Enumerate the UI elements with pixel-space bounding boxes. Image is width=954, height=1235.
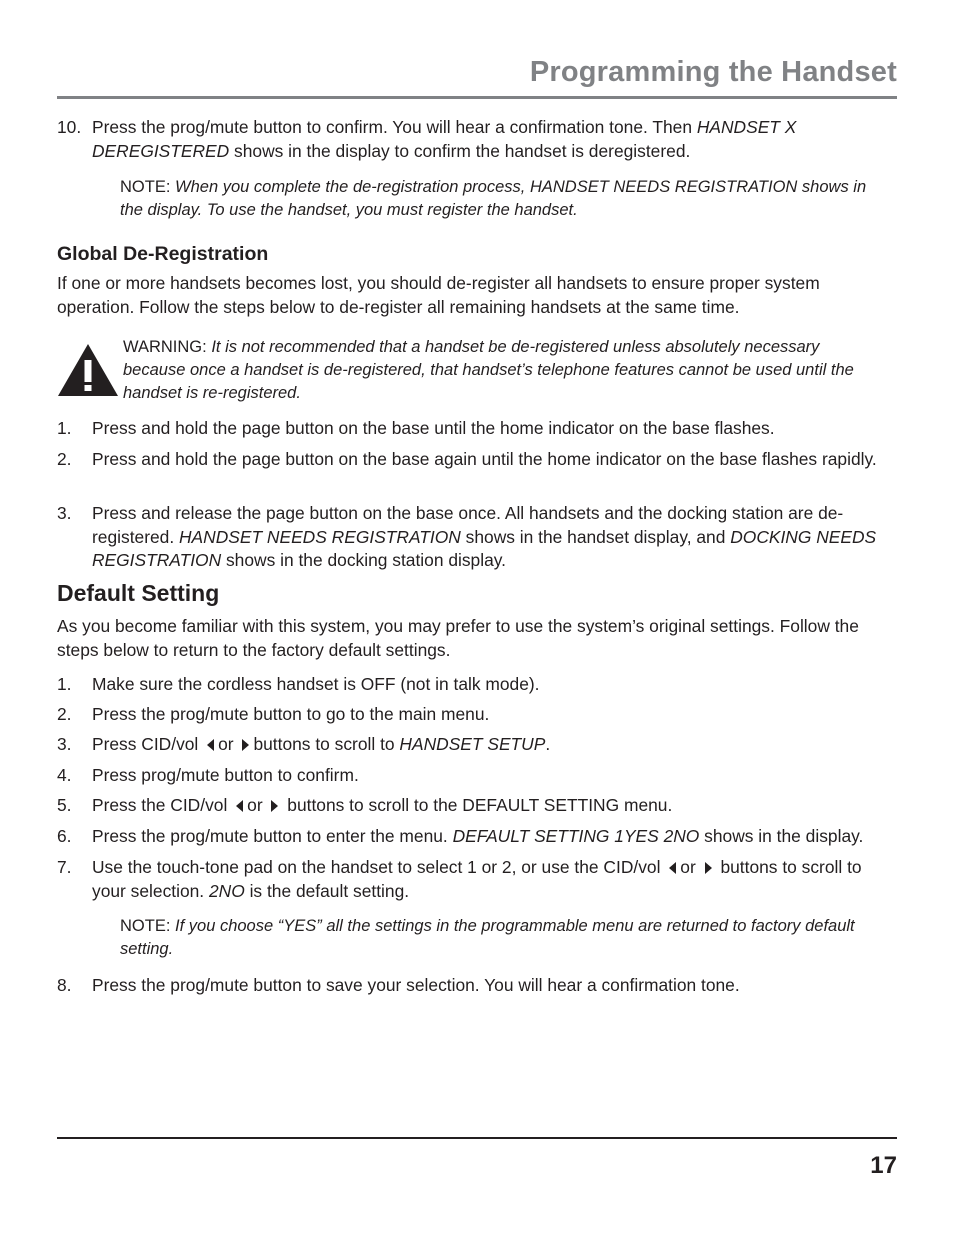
display-message: HANDSET NEEDS REGISTRATION	[179, 526, 461, 547]
step-text: Press and release the page button on the base once. All handsets and the docking station are de-registered.	[92, 503, 844, 547]
step-text: buttons to scroll to	[253, 734, 400, 754]
step-text: Press and hold the page button on the base until the home indicator on the base flashes.	[92, 418, 775, 438]
step-text: Press CID/vol	[92, 734, 199, 754]
step-text: Press the CID/vol	[92, 795, 228, 815]
right-arrow-icon	[271, 800, 278, 812]
step-number: 4.	[57, 765, 72, 785]
step-text: Use the touch-tone pad on the handset to select 1 or 2, or use the CID/vol	[92, 857, 661, 877]
list-item	[57, 974, 897, 998]
note	[120, 915, 880, 961]
note-label: NOTE:	[120, 917, 171, 935]
list-item	[57, 673, 897, 697]
warning-icon	[56, 342, 120, 398]
list-item	[57, 116, 897, 163]
warning	[123, 336, 883, 405]
step-text: Press the prog/mute button to go to the main menu.	[92, 704, 490, 724]
list-item	[57, 448, 897, 472]
display-message: HANDSET X DEREGISTERED	[92, 117, 797, 161]
step-number: 3.	[57, 503, 72, 523]
or-text: or	[680, 857, 696, 877]
step-text: shows in the display.	[699, 826, 864, 846]
step-text: Press the prog/mute button to save your selection. You will hear a confirmation tone.	[92, 975, 740, 995]
list-item	[57, 502, 897, 573]
note	[120, 176, 880, 222]
header-rule	[57, 96, 897, 99]
step-text: Make sure the cordless handset is OFF (not in talk mode).	[92, 674, 540, 694]
section-heading: Default Setting	[57, 580, 220, 606]
page-title: Programming the Handset	[529, 56, 897, 88]
note-label: NOTE:	[120, 178, 171, 196]
step-text: shows in the handset display, and	[460, 526, 731, 547]
section-heading: Global De-Registration	[57, 243, 269, 265]
step-text: shows in the docking station display.	[221, 550, 507, 570]
or-text: or	[218, 734, 234, 754]
step-number: 3.	[57, 734, 72, 754]
step-number: 5.	[57, 795, 72, 815]
warning-label: WARNING:	[123, 338, 207, 356]
step-number: 8.	[57, 975, 72, 995]
step-text: Press the prog/mute button to enter the menu.	[92, 826, 453, 846]
paragraph: If one or more handsets becomes lost, you should de-register all handsets to ensure proper system operation. Follow the steps below to de-register all remaining handsets at the same time.	[57, 273, 820, 317]
step-text: Press and hold the page button on the base again until the home indicator on the base flashes rapidly.	[92, 449, 877, 469]
display-message: DEFAULT SETTING 1YES 2NO	[452, 826, 700, 846]
step-text: Press prog/mute button to confirm.	[92, 765, 359, 785]
display-message: DOCKING NEEDS REGISTRATION	[92, 526, 877, 570]
step-text: shows in the display to confirm the handset is deregistered.	[229, 140, 691, 161]
step-text: Press the prog/mute button to confirm. You will hear a confirmation tone. Then	[92, 117, 697, 137]
step-text: buttons to scroll to your selection.	[92, 857, 862, 901]
step-number: 10.	[57, 117, 82, 137]
page-number: 17	[870, 1152, 897, 1179]
right-arrow-icon	[242, 739, 249, 751]
step-text: is the default setting.	[244, 880, 410, 901]
step-number: 2.	[57, 449, 72, 469]
display-message: 2NO	[208, 880, 245, 901]
list-item	[57, 856, 897, 903]
left-arrow-icon	[669, 862, 676, 874]
left-arrow-icon	[236, 800, 243, 812]
step-text: .	[545, 734, 551, 754]
list-item	[57, 794, 897, 818]
left-arrow-icon	[207, 739, 214, 751]
step-text: buttons to scroll to the DEFAULT SETTING menu.	[282, 795, 673, 815]
step-number: 1.	[57, 674, 72, 694]
step-number: 2.	[57, 704, 72, 724]
step-number: 1.	[57, 418, 72, 438]
step-number: 6.	[57, 826, 72, 846]
step-number: 7.	[57, 857, 72, 877]
right-arrow-icon	[705, 862, 712, 874]
or-text: or	[247, 795, 263, 815]
paragraph: As you become familiar with this system, you may prefer to use the system’s original settings. Follow the steps below to return to the factory default settings.	[57, 616, 859, 660]
footer-rule	[57, 1137, 897, 1139]
list-item	[57, 733, 897, 757]
display-message: HANDSET SETUP	[399, 734, 546, 754]
list-item	[57, 417, 897, 441]
list-item	[57, 764, 897, 788]
warning-body: It is not recommended that a handset be de-registered unless absolutely necessary because once a handset is de-registered, that handset’s telephone features cannot be used until the handset is re-registered.	[123, 338, 854, 402]
list-item	[57, 825, 897, 849]
note-body: If you choose “YES” all the settings in the programmable menu are returned to factory default setting.	[120, 917, 855, 958]
note-body: When you complete the de-registration process, HANDSET NEEDS REGISTRATION shows in the display. To use the handset, you must register the handset.	[120, 178, 867, 219]
list-item	[57, 703, 897, 727]
